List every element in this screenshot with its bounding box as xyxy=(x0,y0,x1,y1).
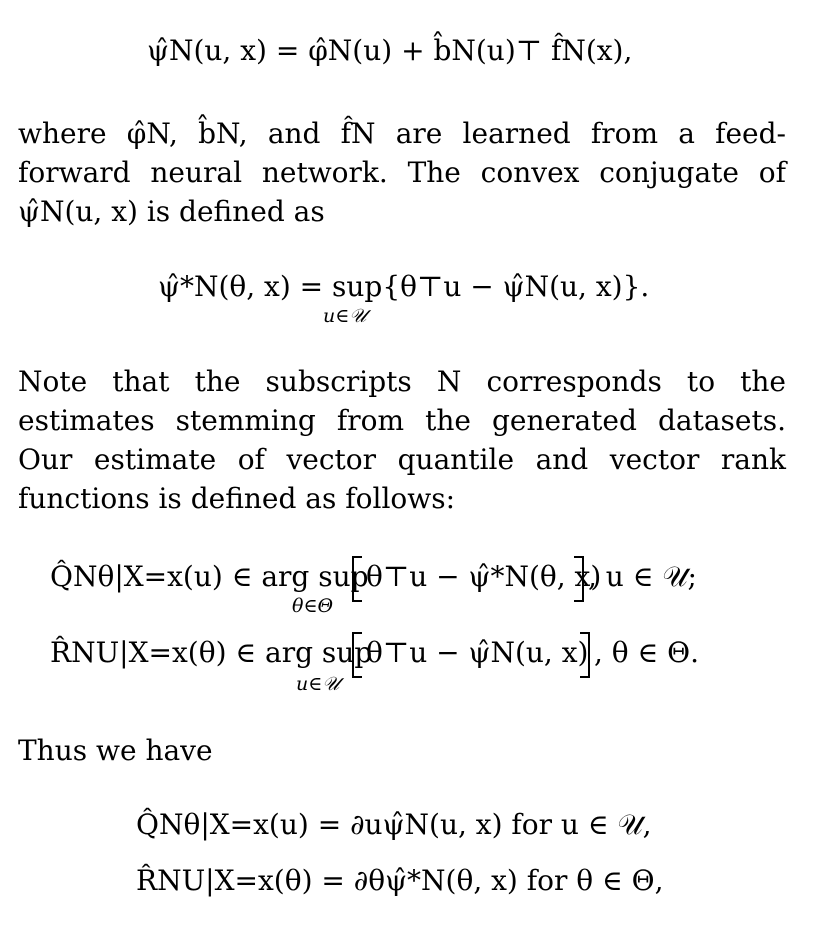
equation-psi-hat: ψ̂N(u, x) = φ̂N(u) + b̂N(u)⊤ f̂N(x), xyxy=(147,34,633,67)
right-bracket xyxy=(574,556,584,602)
equation-convex-conjugate-subscript: u∈𝒰 xyxy=(323,305,367,327)
equation-rank-subscript: u∈𝒰 xyxy=(296,673,340,695)
equation-quantile-inner: θ⊤u − ψ̂*N(θ, x) xyxy=(366,560,602,593)
equation-rank-lhs: R̂NU|X=x(θ) ∈ arg sup xyxy=(50,636,373,669)
equation-convex-conjugate: ψ̂*N(θ, x) = sup{θ⊤u − ψ̂N(u, x)}. xyxy=(158,270,650,303)
paragraph-note-subscripts: Note that the subscripts N corresponds to the estimates stemming from the generated datasets. Our estimate of vector quantile and vector rank functions is defined as follows: xyxy=(18,365,786,515)
equation-rank-inner: θ⊤u − ψ̂N(u, x) xyxy=(366,636,589,669)
equation-gradient-rank: R̂NU|X=x(θ) = ∂θψ̂*N(θ, x) for θ ∈ Θ, xyxy=(136,864,664,897)
equation-quantile-subscript: θ∈Θ xyxy=(292,595,334,617)
equation-quantile-lhs: Q̂Nθ|X=x(u) ∈ arg sup xyxy=(50,560,369,593)
right-bracket xyxy=(580,632,590,678)
equation-quantile-condition: , u ∈ 𝒰; xyxy=(588,560,697,593)
left-bracket xyxy=(352,632,362,678)
equation-gradient-quantile: Q̂Nθ|X=x(u) = ∂uψ̂N(u, x) for u ∈ 𝒰, xyxy=(136,808,652,841)
left-bracket xyxy=(352,556,362,602)
paragraph-learned: where φ̂N, b̂N, and f̂N are learned from a feed-forward neural network. The convex conjugate of ψ̂N(u, x) is defined as xyxy=(18,117,786,228)
paragraph-thus: Thus we have xyxy=(18,734,213,767)
equation-rank-condition: , θ ∈ Θ. xyxy=(594,636,700,669)
